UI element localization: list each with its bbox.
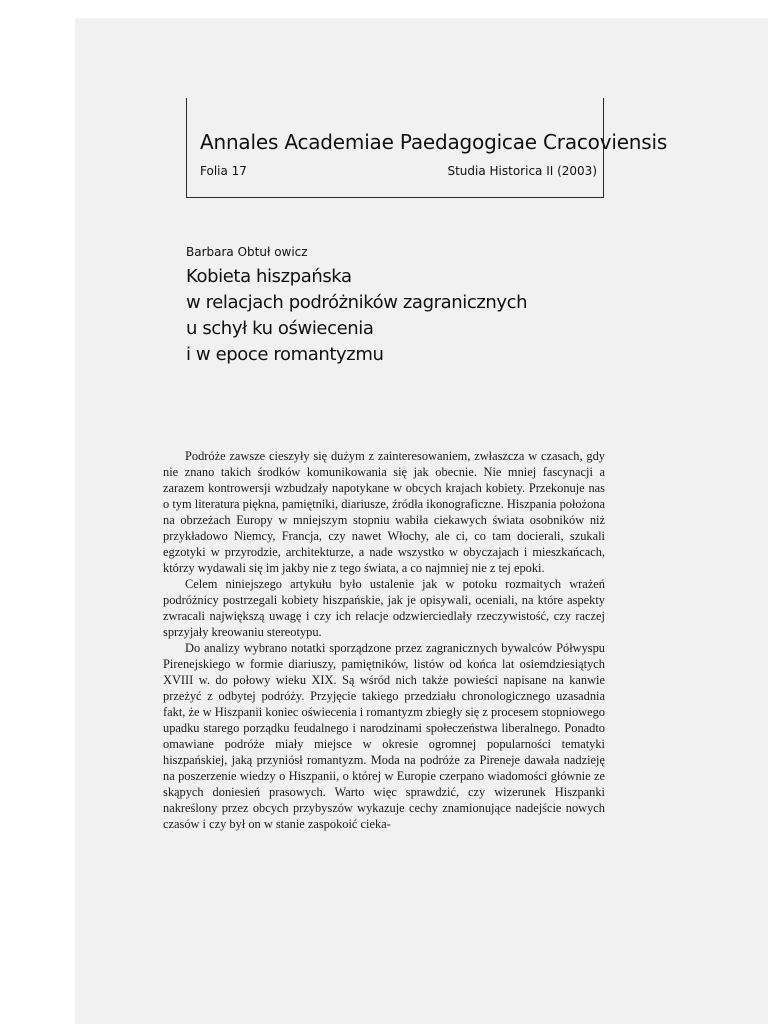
journal-title: Annales Academiae Paedagogicae Cracoviensis bbox=[200, 130, 668, 154]
article-body bbox=[163, 448, 605, 832]
article-author: Barbara Obtuł owicz bbox=[186, 245, 308, 259]
title-line: Kobieta hiszpańska bbox=[186, 266, 352, 287]
article-title bbox=[186, 264, 606, 368]
folio-number: Folia 17 bbox=[200, 164, 247, 178]
body-paragraph: Do analizy wybrano notatki sporządzone przez zagranicznych bywalców Półwyspu Pirenejskiego w formie diariuszy, pamiętników, listów od końca lat osiemdziesiątych XVIII w. do połowy wieku XIX. Są wśród nich także powieści napisane na kanwie przeżyć z odbytej podróży. Przyjęcie takiego przedziału chronologicznego uzasadnia fakt, że w Hiszpanii koniec oświecenia i romantyzm zbiegły się z procesem stopniowego upadku starego porządku feudalnego i narodzinami społeczeństwa liberalnego. Ponadto omawiane podróże miały miejsce w okresie ogromnej popularności tematyki hiszpańskiej, jaką przyniósł romantyzm. Moda na podróże za Pireneje dawała nadzieję na poszerzenie wiedzy o Hiszpanii, o której w Europie czerpano wiadomości głównie ze skąpych doniesień prasowych. Warto więc sprawdzić, czy wizerunek Hiszpanki nakreślony przez obcych przybyszów wykazuje cechy znamionujące nadejście nowych czasów i czy był on w stanie zaspokoić cieka- bbox=[163, 641, 605, 831]
body-paragraph: Celem niniejszego artykułu było ustalenie jak w potoku rozmaitych wrażeń podróżnicy postrzegali kobiety hiszpańskie, jak je opisywali, oceniali, na które aspekty zwracali największą uwagę i czy ich relacje odzwierciedlały rzeczywistość, czy raczej sprzyjały kreowaniu stereotypu. bbox=[163, 577, 605, 639]
body-paragraph: Podróże zawsze cieszyły się dużym z zainteresowaniem, zwłaszcza w czasach, gdy nie znano takich środków komunikowania się jak obecnie. Nie mniej fascynacji a zarazem kontrowersji wzbudzały napotykane w obcych krajach kobiety. Przekonuje nas o tym literatura piękna, pamiętniki, diariusze, źródła ikonograficzne. Hiszpania położona na obrzeżach Europy w mniejszym stopniu wabiła ciekawych świata osobników niż przykładowo Niemcy, Francja, czy nawet Włochy, ale ci, co tam docierali, szukali egzotyki w przyrodzie, architekturze, a nade wszystko w obyczajach i mieszkańcach, którzy wydawali się im jakby nie z tego świata, a co najmniej nie z tej epoki. bbox=[163, 449, 605, 575]
title-line: u schył ku oświecenia bbox=[186, 318, 374, 339]
title-line: w relacjach podróżników zagranicznych bbox=[186, 292, 528, 313]
series-info: Studia Historica II (2003) bbox=[447, 164, 597, 178]
title-line: i w epoce romantyzmu bbox=[186, 344, 384, 365]
